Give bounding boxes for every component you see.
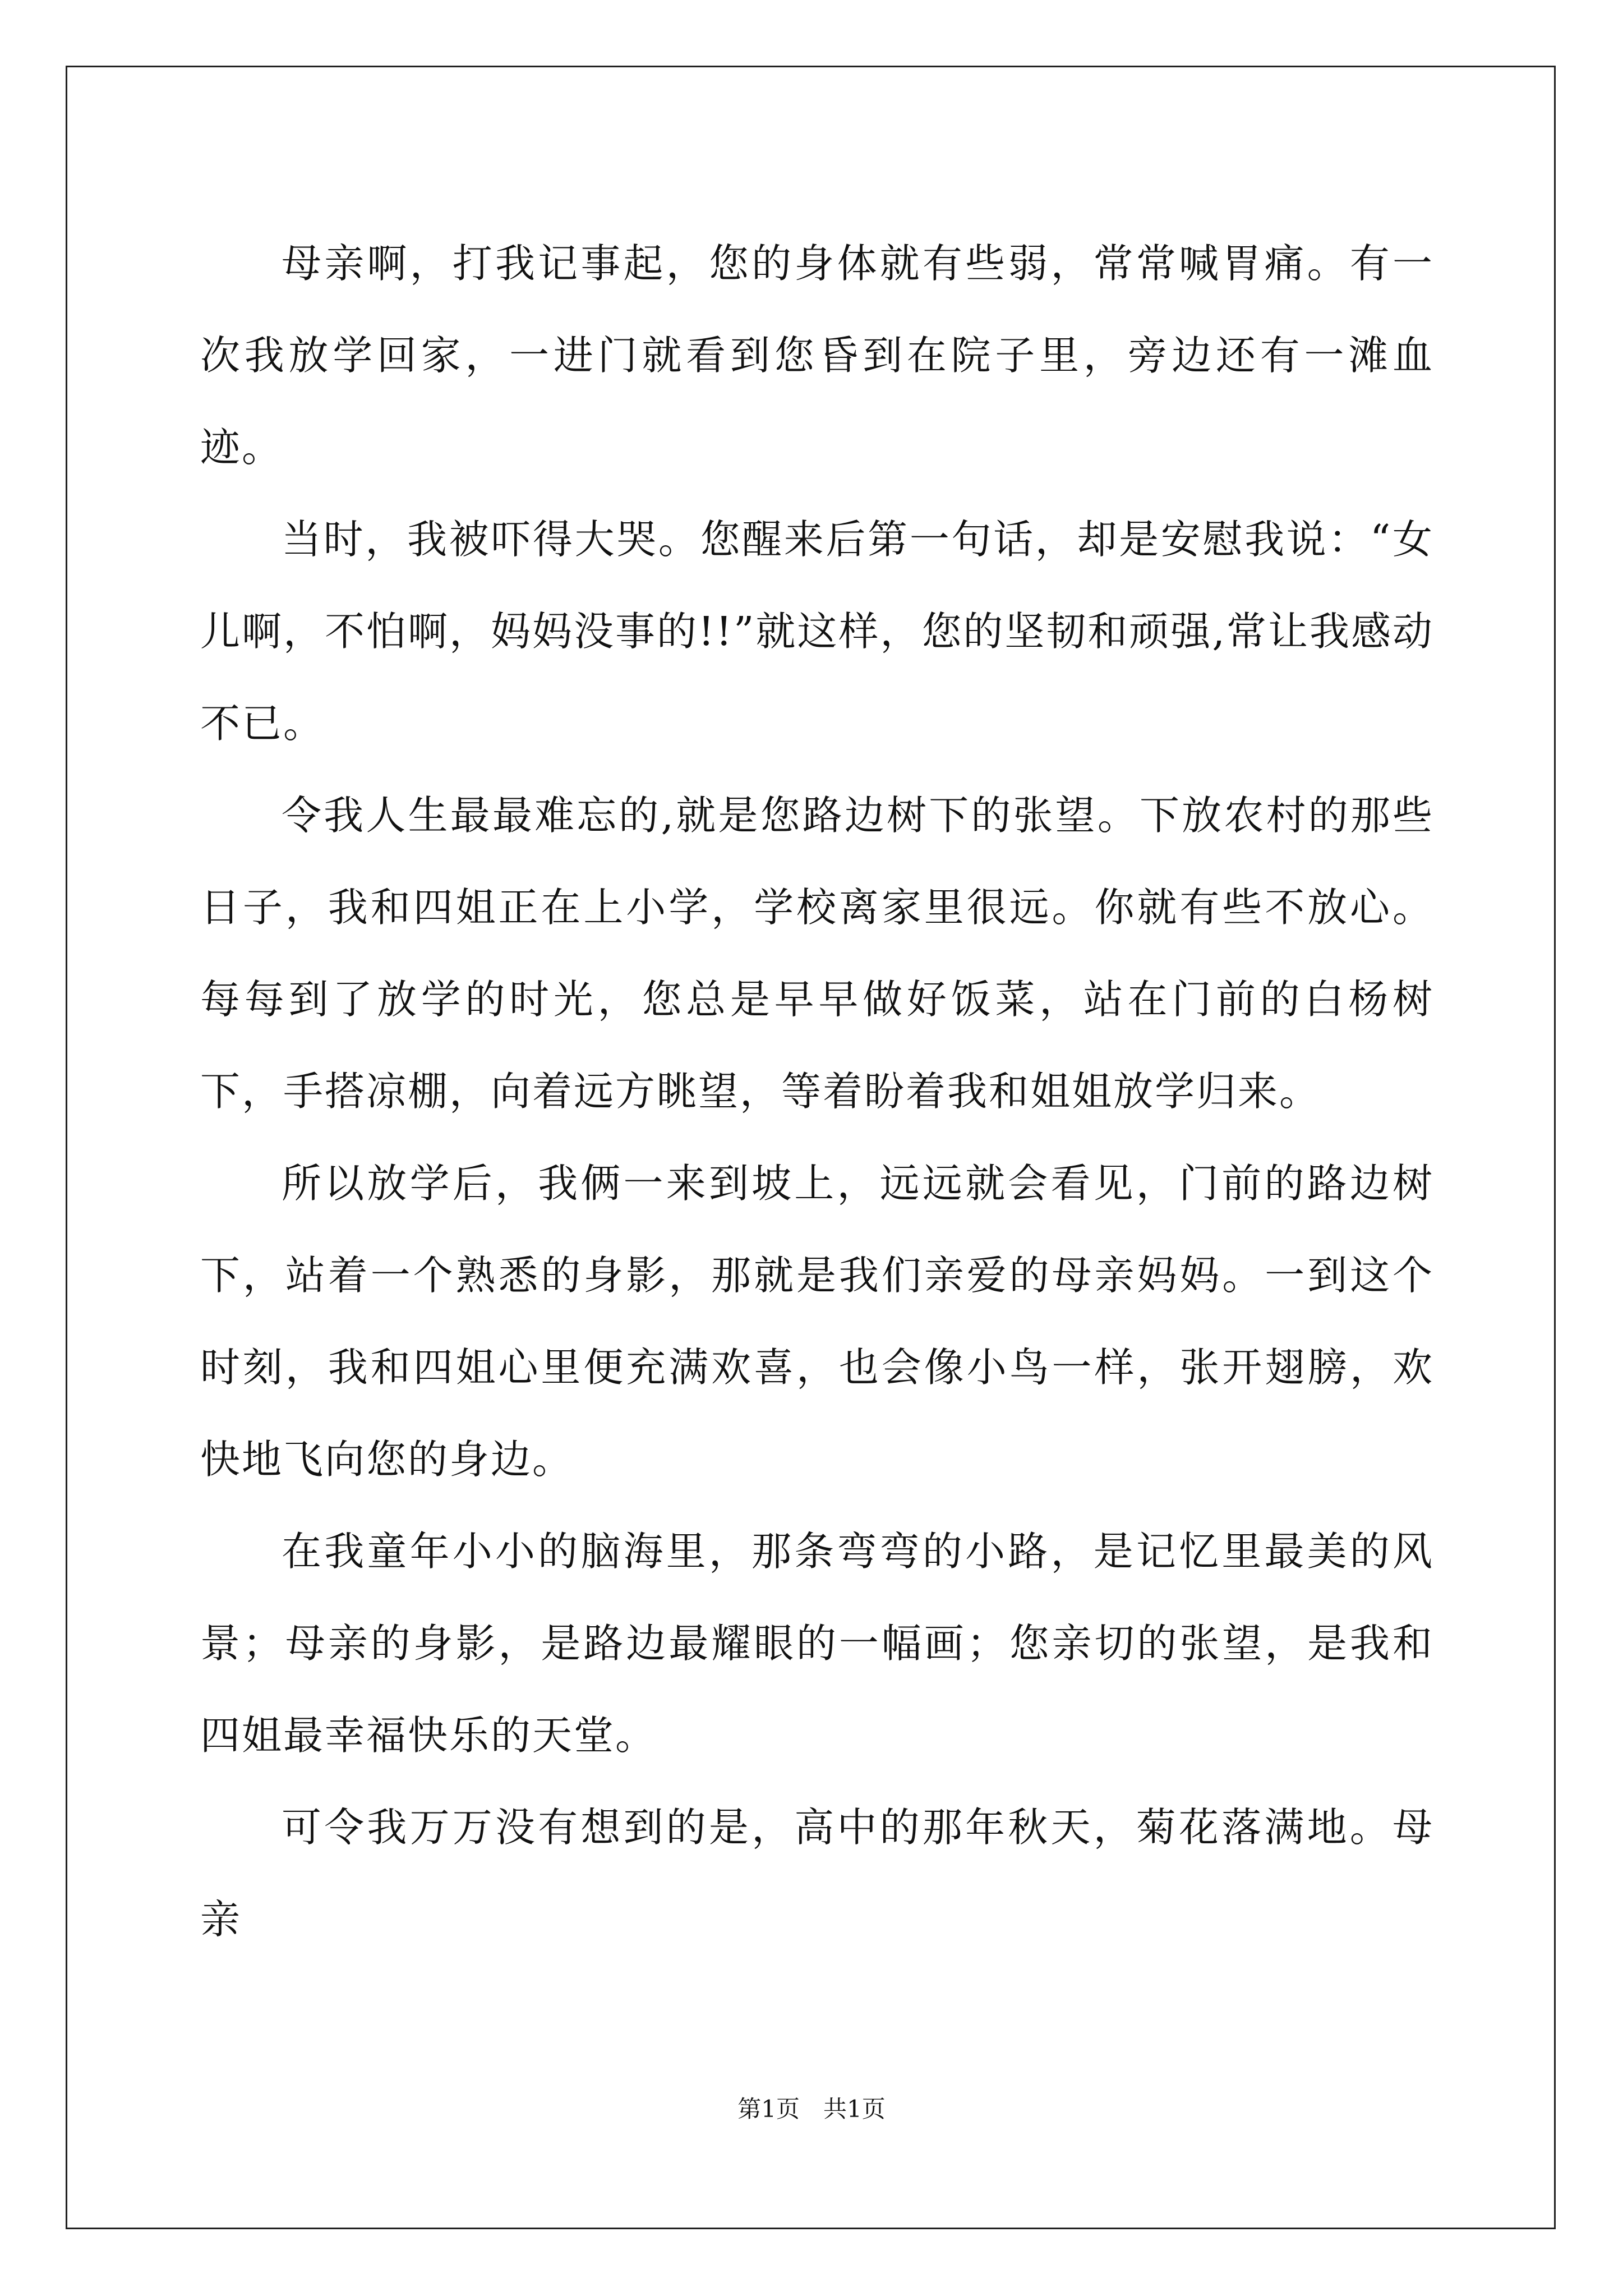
page-number-footer: 第1页 共1页: [737, 2095, 886, 2123]
paragraph: 在我童年小小的脑海里，那条弯弯的小路，是记忆里最美的风景；母亲的身影，是路边最耀眼的一幅画；您亲切的张望，是我和四姐最幸福快乐的天堂。: [200, 1528, 1434, 1759]
paragraph: 可令我万万没有想到的是，高中的那年秋天，菊花落满地。母亲: [200, 1804, 1434, 1943]
paragraph: 当时，我被吓得大哭。您醒来后第一句话，却是安慰我说：“女儿啊，不怕啊，妈妈没事的!!”就这样，您的坚韧和顽强,常让我感动不已。: [200, 516, 1434, 747]
paragraph: 令我人生最最难忘的,就是您路边树下的张望。下放农村的那些日子，我和四姐正在上小学，学校离家里很远。你就有些不放心。每每到了放学的时光，您总是早早做好饭菜，站在门前的白杨树下，手搭凉棚，向着远方眺望，等着盼着我和姐姐放学归来。: [200, 792, 1434, 1115]
paragraph: 所以放学后，我俩一来到坡上，远远就会看见，门前的路边树下，站着一个熟悉的身影，那就是我们亲爱的母亲妈妈。一到这个时刻，我和四姐心里便充满欢喜，也会像小鸟一样，张开翅膀，欢快地飞向您的身边。: [200, 1160, 1434, 1483]
document-body: [200, 218, 1434, 1966]
paragraph: 母亲啊，打我记事起，您的身体就有些弱，常常喊胃痛。有一次我放学回家，一进门就看到您昏到在院子里，旁边还有一滩血迹。: [200, 240, 1434, 471]
